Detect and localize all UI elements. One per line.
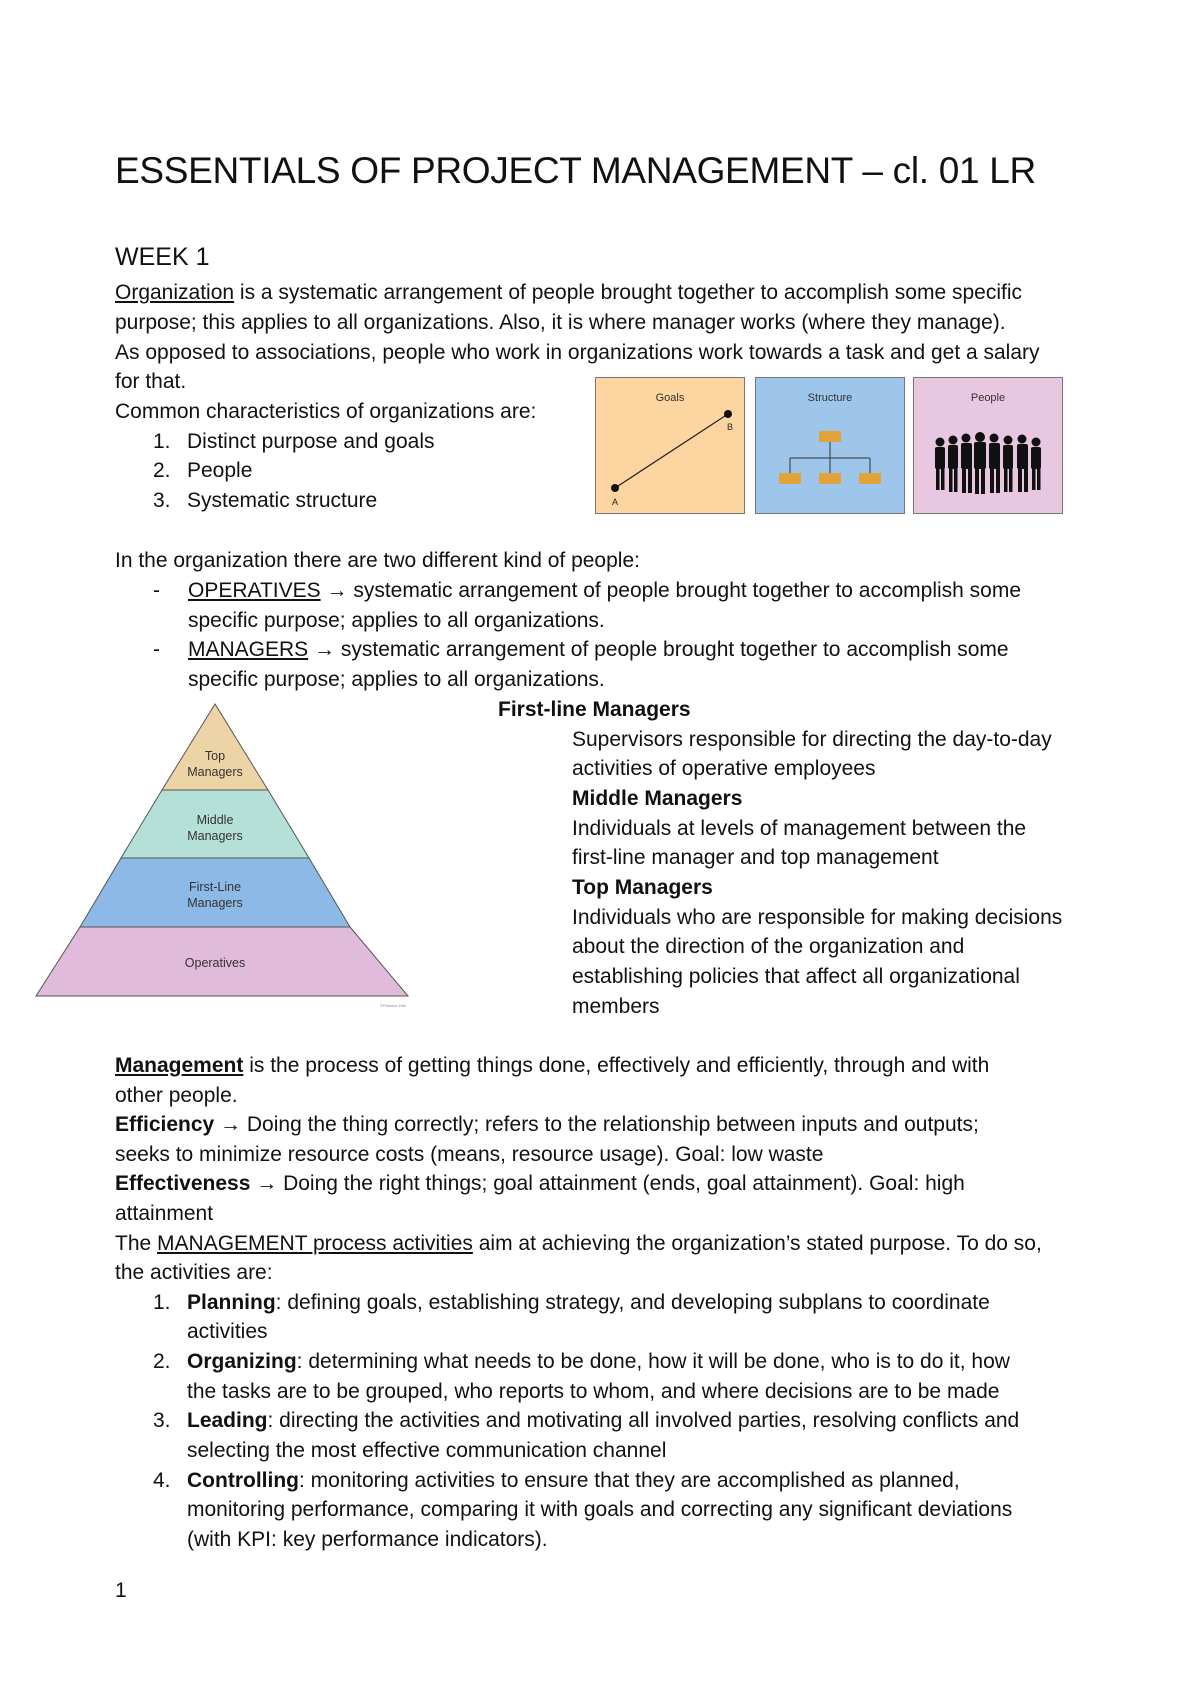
goals-arrow-diagram — [596, 378, 746, 515]
list-item: 2. Organizing: determining what needs to be done, how it will be done, who is to do it, how — [153, 1350, 1010, 1373]
first-line-desc: Supervisors responsible for directing the day-to-day — [572, 728, 1052, 751]
point-a-label: A — [612, 497, 619, 507]
goals-label: Goals — [655, 392, 685, 404]
list-item-continuation: monitoring performance, comparing it with goals and correcting any significant deviations — [187, 1498, 1013, 1521]
people-label: People — [970, 392, 1006, 404]
first-line-heading: First-line Managers — [498, 698, 691, 721]
list-item-continuation: (with KPI: key performance indicators). — [187, 1528, 548, 1551]
org-term: Organization — [115, 281, 235, 304]
page-title: ESSENTIALS OF PROJECT MANAGEMENT – cl. 01 LR — [115, 150, 1036, 191]
pyramid-label: Operatives — [184, 956, 246, 970]
operatives-term: OPERATIVES — [188, 579, 321, 602]
pyramid-label: Managers — [187, 896, 243, 910]
pyramid-label: Managers — [187, 829, 243, 843]
org-line-4: for that. — [115, 370, 187, 393]
structure-label: Structure — [807, 392, 853, 404]
managers-term: MANAGERS — [188, 638, 309, 661]
structure-panel — [755, 377, 905, 514]
middle-desc: first-line manager and top management — [572, 846, 939, 869]
efficiency-term: Efficiency — [115, 1113, 215, 1136]
org-line-1: Organization is a systematic arrangement of people brought together to accomplish some specific — [115, 281, 1022, 304]
list-item: 2. People — [153, 459, 253, 482]
managers-line-1: MANAGERS → systematic arrangement of people brought together to accomplish some — [188, 638, 1009, 661]
top-desc: establishing policies that affect all organizational — [572, 965, 1020, 988]
people-silhouettes-icon — [914, 378, 1064, 515]
people-kinds-intro: In the organization there are two different kind of people: — [115, 549, 640, 572]
goals-panel — [595, 377, 745, 514]
management-line-1: Management is the process of getting things done, effectively and efficiently, through and with — [115, 1054, 990, 1077]
first-line-desc: activities of operative employees — [572, 757, 876, 780]
org-line-3: As opposed to associations, people who work in organizations work towards a task and get a salary — [115, 341, 1040, 364]
list-item: 1. Planning: defining goals, establishing strategy, and developing subplans to coordinate — [153, 1291, 990, 1314]
top-desc: members — [572, 995, 660, 1018]
process-term: MANAGEMENT process activities — [157, 1232, 473, 1255]
management-line-2: other people. — [115, 1084, 238, 1107]
top-desc: about the direction of the organization and — [572, 935, 965, 958]
list-item: 3. Systematic structure — [153, 489, 378, 512]
page-number: 1 — [115, 1579, 127, 1602]
operatives-line-2: specific purpose; applies to all organizations. — [188, 609, 605, 632]
operatives-line-1: OPERATIVES → systematic arrangement of people brought together to accomplish some — [188, 579, 1022, 602]
list-item-continuation: selecting the most effective communication channel — [187, 1439, 667, 1462]
org-chart-icon — [756, 378, 906, 515]
pyramid-label: Top — [204, 749, 226, 763]
effectiveness-line-2: attainment — [115, 1202, 214, 1225]
list-item: 1. Distinct purpose and goals — [153, 430, 435, 453]
list-item-continuation: the tasks are to be grouped, who reports to whom, and where decisions are to be made — [187, 1380, 1000, 1403]
efficiency-line-1: Efficiency → Doing the thing correctly; refers to the relationship between inputs and outputs; — [115, 1113, 979, 1136]
managers-line-2: specific purpose; applies to all organizations. — [188, 668, 605, 691]
efficiency-line-2: seeks to minimize resource costs (means, resource usage). Goal: low waste — [115, 1143, 824, 1166]
middle-desc: Individuals at levels of management between the — [572, 817, 1027, 840]
process-line-2: the activities are: — [115, 1261, 273, 1284]
process-line-1: The MANAGEMENT process activities aim at achieving the organization’s stated purpose. To do so, — [115, 1232, 1042, 1255]
effectiveness-line-1: Effectiveness → Doing the right things; goal attainment (ends, goal attainment). Goal: high — [115, 1172, 965, 1195]
point-b-label: B — [727, 422, 734, 432]
effectiveness-term: Effectiveness — [115, 1172, 251, 1195]
list-item: 4. Controlling: monitoring activities to ensure that they are accomplished as planned, — [153, 1469, 960, 1492]
week-heading: WEEK 1 — [115, 243, 210, 271]
list-item: 3. Leading: directing the activities and motivating all involved parties, resolving conflicts and — [153, 1409, 1020, 1432]
people-panel — [913, 377, 1063, 514]
pyramid-label: Middle — [196, 813, 234, 827]
management-term: Management — [115, 1054, 244, 1077]
top-desc: Individuals who are responsible for making decisions — [572, 906, 1063, 929]
bullet-dash: - — [153, 638, 160, 661]
top-heading: Top Managers — [572, 876, 713, 899]
bullet-dash: - — [153, 579, 160, 602]
middle-heading: Middle Managers — [572, 787, 743, 810]
pyramid-credit: ©Prentice Hall — [380, 1003, 406, 1008]
list-item-continuation: activities — [187, 1320, 268, 1343]
pyramid-label: First-Line — [188, 880, 242, 894]
pyramid-label: Managers — [187, 765, 243, 779]
characteristics-intro: Common characteristics of organizations are: — [115, 400, 537, 423]
management-pyramid — [30, 700, 430, 1010]
org-line-2: purpose; this applies to all organizations. Also, it is where manager works (where they manage). — [115, 311, 1006, 334]
